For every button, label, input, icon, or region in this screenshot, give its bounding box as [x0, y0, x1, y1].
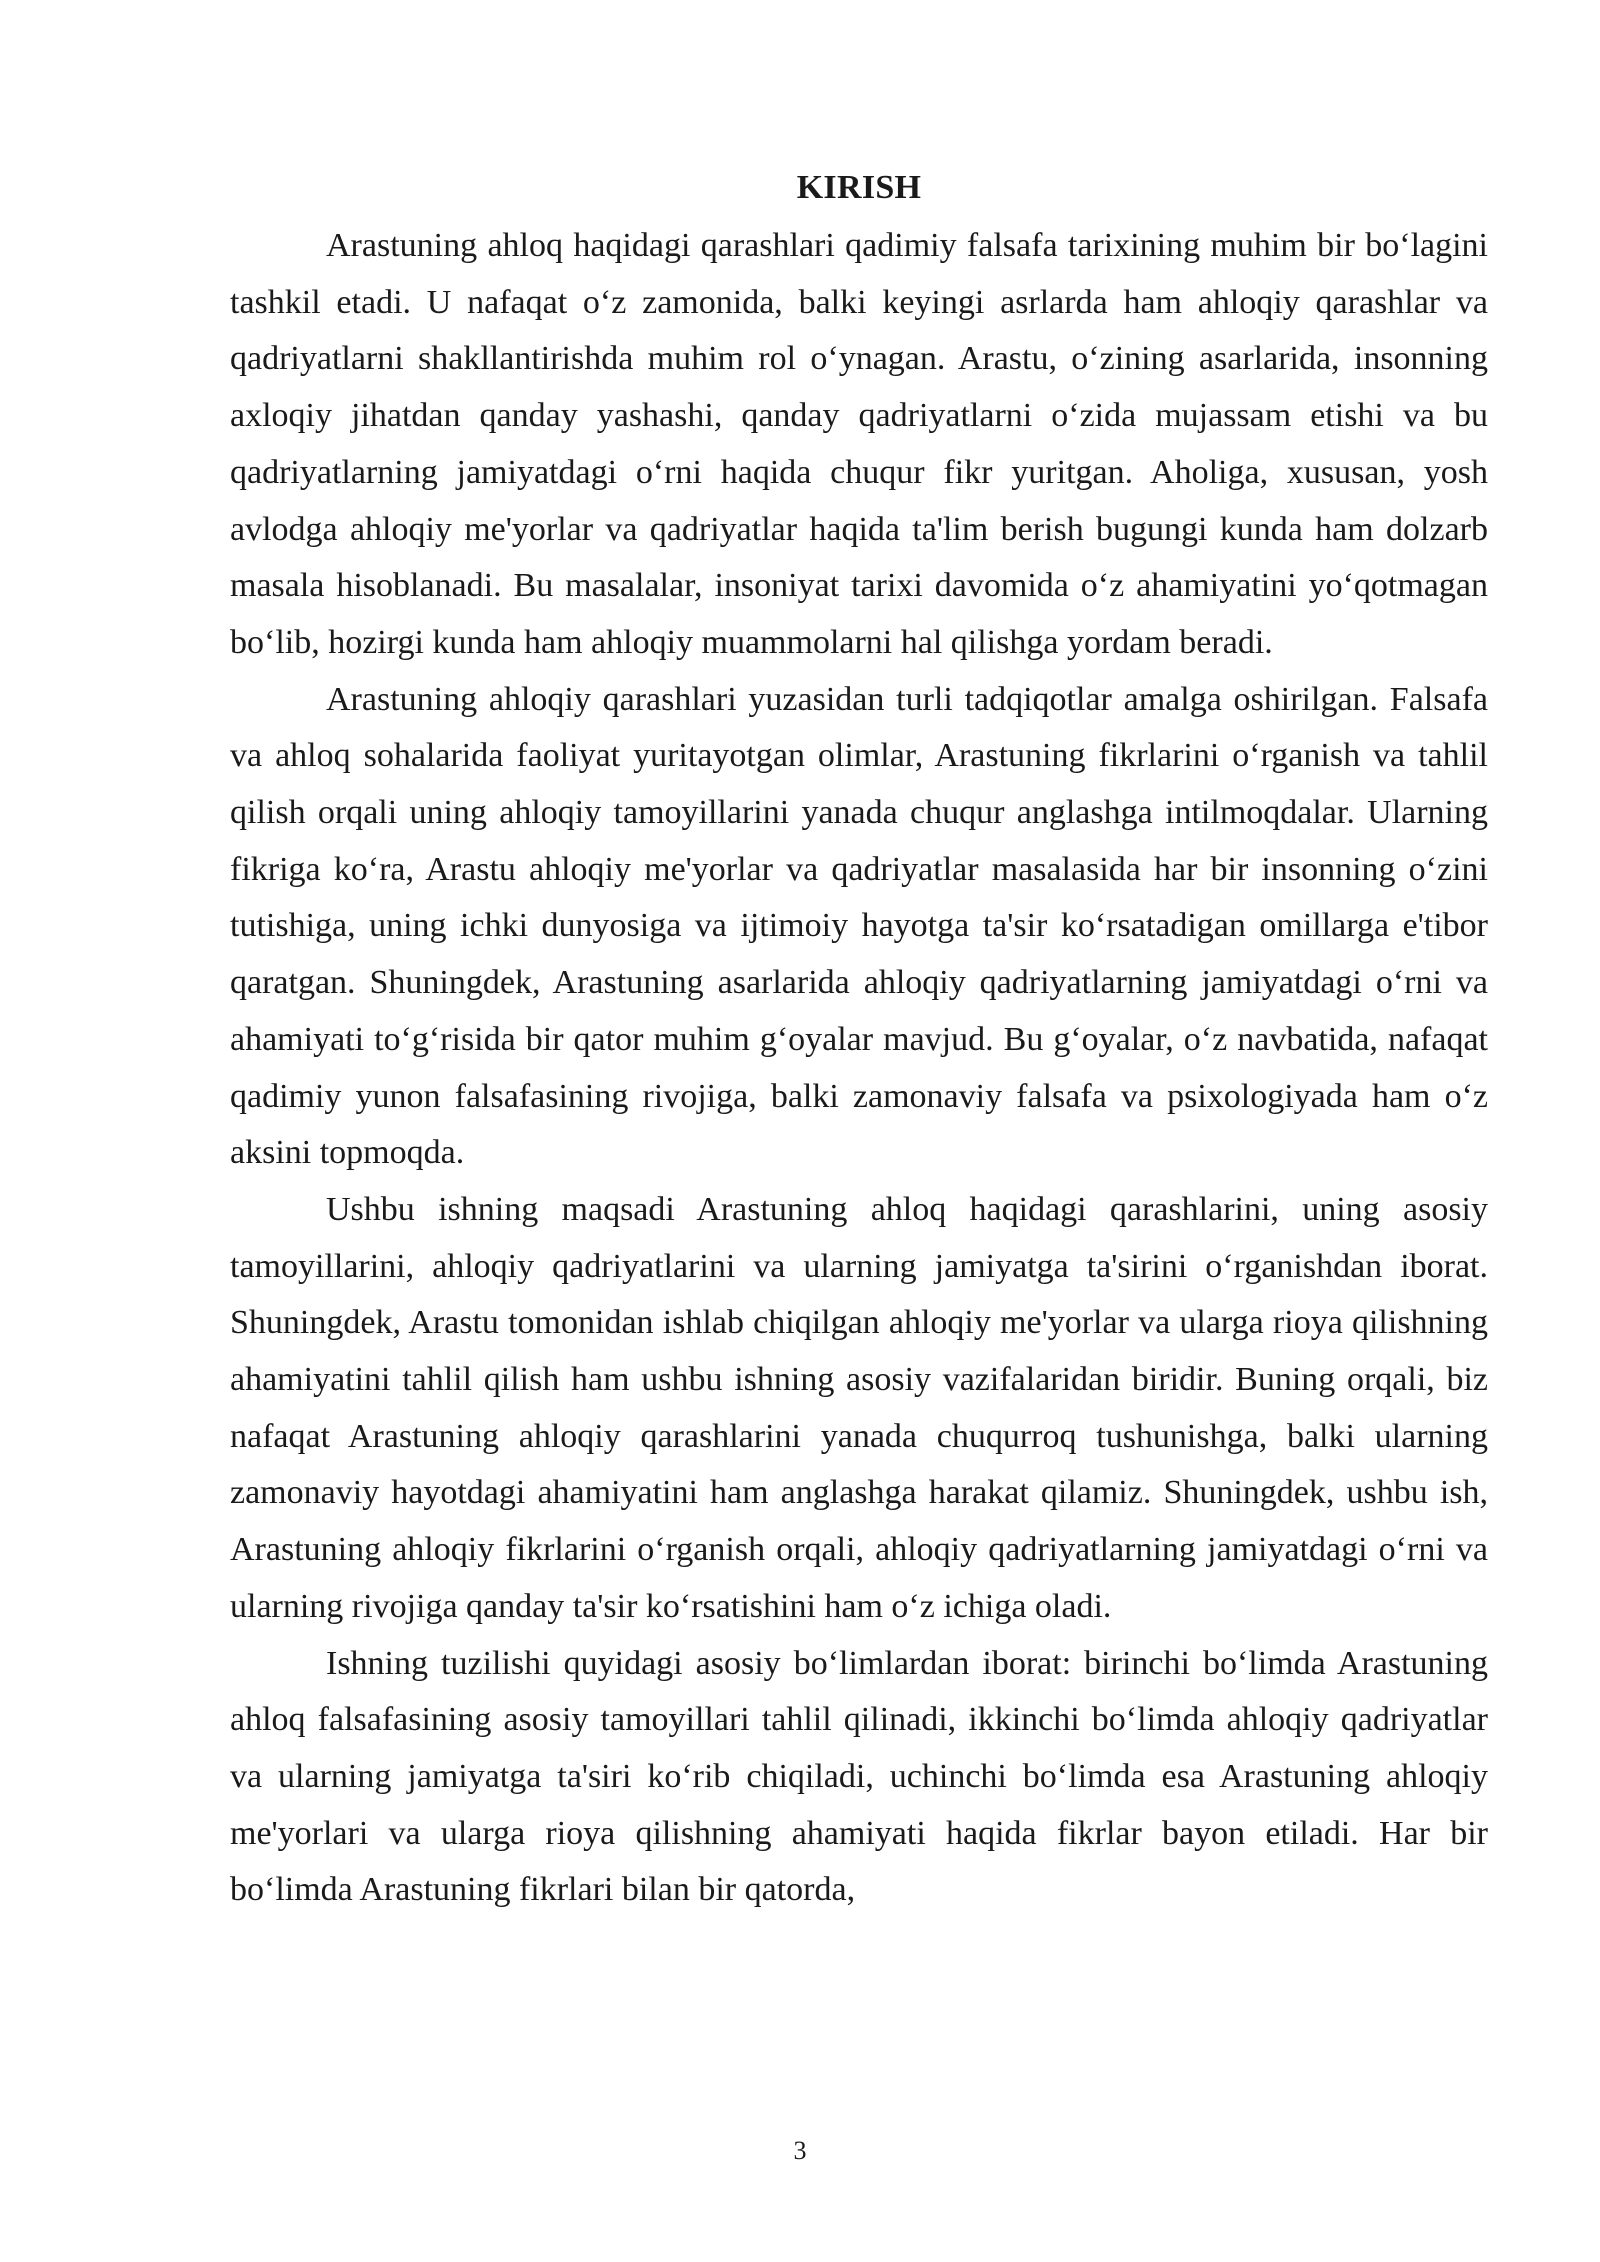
paragraph-1: Arastuning ahloq haqidagi qarashlari qadimiy falsafa tarixining muhim bir bo‘lagini tashkil etadi. U nafaqat o‘z zamonida, balki keyingi asrlarda ham ahloqiy qarashlar va qadriyatlarni shakllantirishda muhim rol o‘ynagan. Arastu, o‘zining asarlarida, insonning axloqiy jihatdan qanday yashashi, qanday qadriyatlarni o‘zida mujassam etishi va bu qadriyatlarning jamiyatdagi o‘rni haqida chuqur fikr yuritgan. Aholiga, xususan, yosh avlodga ahloqiy me'yorlar va qadriyatlar haqida ta'lim berish bugungi kunda ham dolzarb masala hisoblanadi. Bu masalalar, insoniyat tarixi davomida o‘z ahamiyatini yo‘qotmagan bo‘lib, hozirgi kunda ham ahloqiy muammolarni hal qilishga yordam beradi. [230, 227, 1488, 661]
paragraph-4: Ishning tuzilishi quyidagi asosiy bo‘limlardan iborat: birinchi bo‘limda Arastuning ahloq falsafasining asosiy tamoyillari tahlil qilinadi, ikkinchi bo‘limda ahloqiy qadriyatlar va ularning jamiyatga ta'siri ko‘rib chiqiladi, uchinchi bo‘limda esa Arastuning ahloqiy me'yorlari va ularga rioya qilishning ahamiyati haqida fikrlar bayon etiladi. Har bir bo‘limda Arastuning fikrlari bilan bir qatorda, [230, 1644, 1488, 1909]
section-title: KIRISH [796, 169, 922, 206]
paragraph-3: Ushbu ishning maqsadi Arastuning ahloq haqidagi qarashlarini, uning asosiy tamoyillarini, ahloqiy qadriyatlarini va ularning jamiyatga ta'sirini o‘rganishdan iborat. Shuningdek, Arastu tomonidan ishlab chiqilgan ahloqiy me'yorlar va ularga rioya qilishning ahamiyatini tahlil qilish ham ushbu ishning asosiy vazifalaridan biridir. Buning orqali, biz nafaqat Arastuning ahloqiy qarashlarini yanada chuqurroq tushunishga, balki ularning zamonaviy hayotdagi ahamiyatini ham anglashga harakat qilamiz. Shuningdek, ushbu ish, Arastuning ahloqiy fikrlarini o‘rganish orqali, ahloqiy qadriyatlarning jamiyatdagi o‘rni va ularning rivojiga qanday ta'sir ko‘rsatishini ham o‘z ichiga oladi. [230, 1190, 1488, 1625]
page-number: 3 [793, 2136, 807, 2165]
paragraph-2: Arastuning ahloqiy qarashlari yuzasidan turli tadqiqotlar amalga oshirilgan. Falsafa va ahloq sohalarida faoliyat yuritayotgan olimlar, Arastuning fikrlarini o‘rganish va tahlil qilish orqali uning ahloqiy tamoyillarini yanada chuqur anglashga intilmoqdalar. Ularning fikriga ko‘ra, Arastu ahloqiy me'yorlar va qadriyatlar masalasida har bir insonning o‘zini tutishiga, uning ichki dunyosiga va ijtimoiy hayotga ta'sir ko‘rsatadigan omillarga e'tibor qaratgan. Shuningdek, Arastuning asarlarida ahloqiy qadriyatlarning jamiyatdagi o‘rni va ahamiyati to‘g‘risida bir qator muhim g‘oyalar mavjud. Bu g‘oyalar, o‘z navbatida, nafaqat qadimiy yunon falsafasining rivojiga, balki zamonaviy falsafa va psixologiyada ham o‘z aksini topmoqda. [230, 680, 1488, 1172]
page-content [230, 160, 1488, 1919]
